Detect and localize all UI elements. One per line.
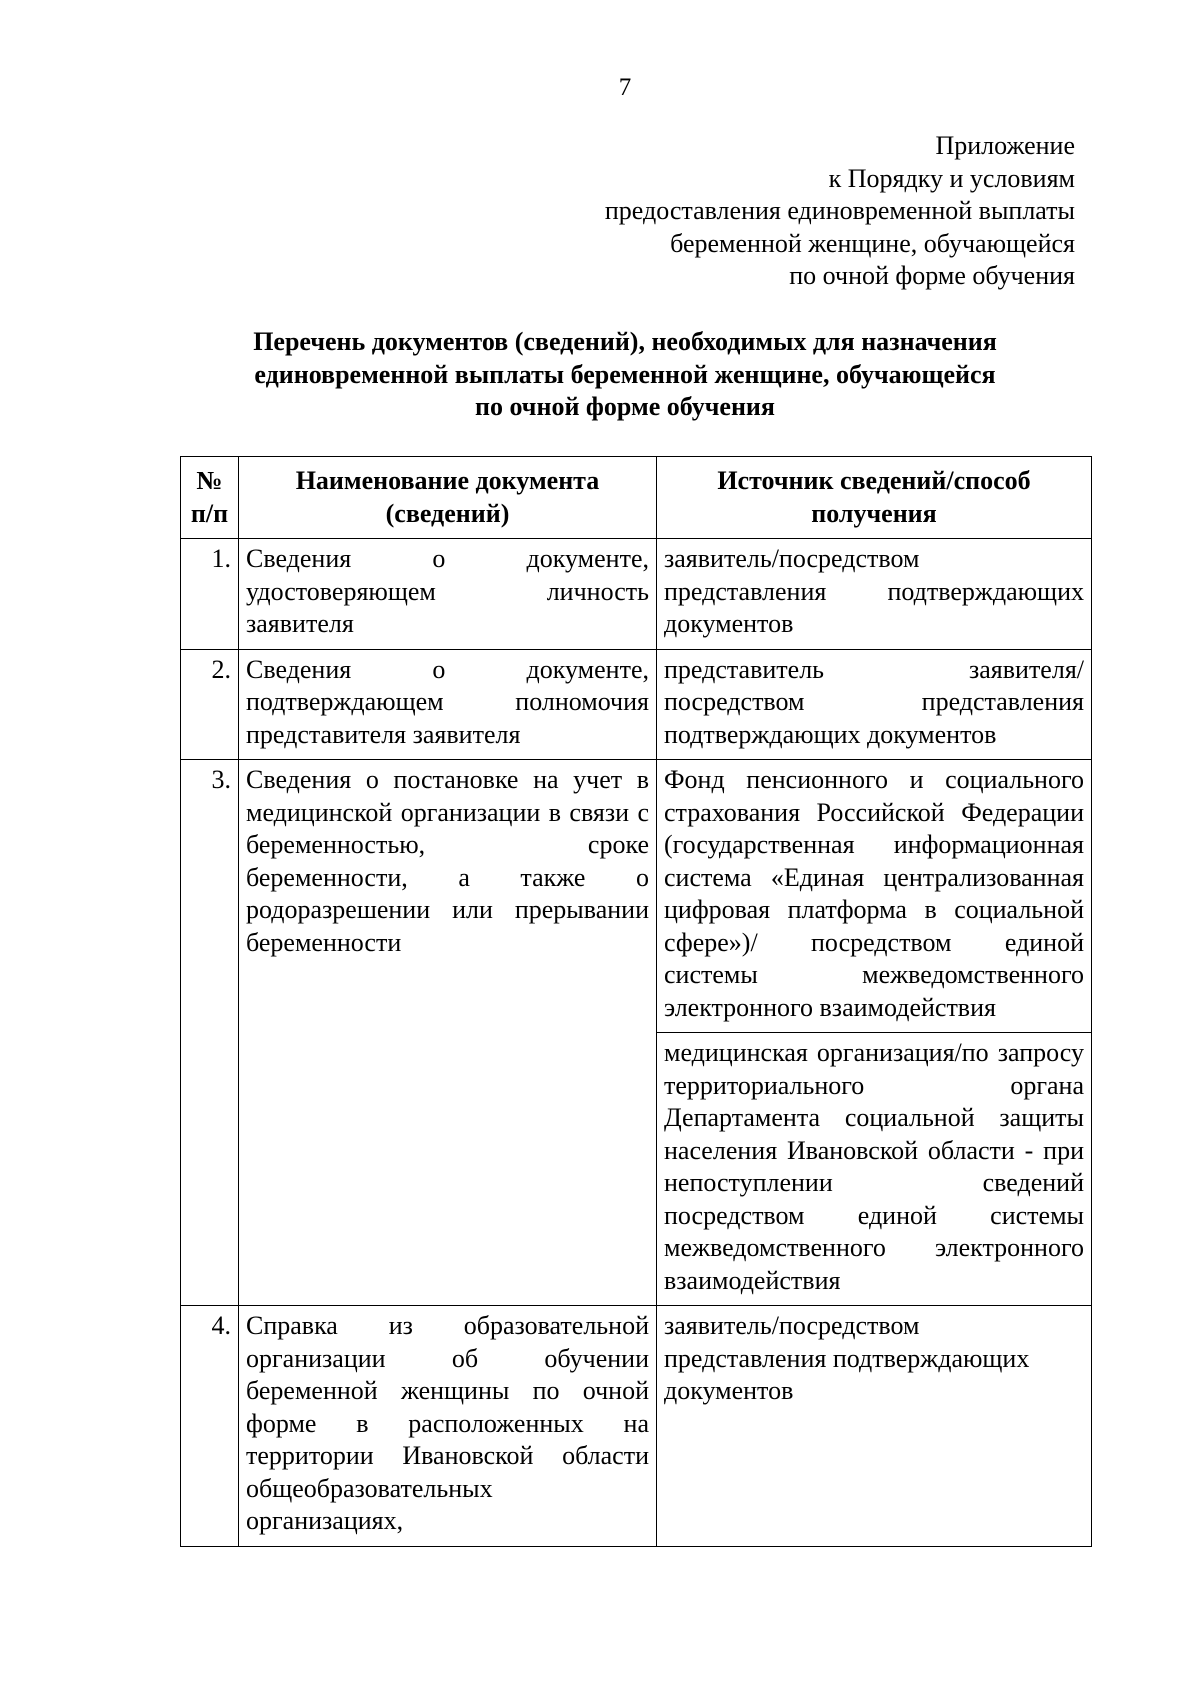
- header-source: Источник сведений/способ получения: [657, 457, 1092, 539]
- header-name: Наименование документа (сведений): [239, 457, 657, 539]
- row-name: Сведения о постановке на учет в медицинской организации в связи с беременностью, сроке беременности, а также о родоразрешении или прерывании беременности: [239, 760, 657, 1306]
- title-line: Перечень документов (сведений), необходимых для назначения: [253, 327, 997, 356]
- row-num: 3.: [181, 760, 239, 1306]
- appendix-block: [605, 130, 1075, 293]
- appendix-line: предоставления единовременной выплаты: [604, 196, 1075, 225]
- table-header-row: [181, 457, 1092, 539]
- table-row: [181, 539, 1092, 650]
- row-source: медицинская организация/по запросу территориального органа Департамента социальной защиты населения Ивановской области - при непоступлении сведений посредством единой системы межведомственного электронного взаимодействия: [657, 1033, 1092, 1306]
- row-num: 1.: [181, 539, 239, 650]
- document-title: [180, 326, 1070, 424]
- row-source: заявитель/посредством представления подтверждающих документов: [657, 539, 1092, 650]
- row-name: Сведения о документе, удостоверяющем личность заявителя: [239, 539, 657, 650]
- title-line: единовременной выплаты беременной женщине, обучающейся: [254, 359, 996, 389]
- row-source: представитель заявителя/ посредством представления подтверждающих документов: [657, 649, 1092, 760]
- documents-table: [180, 456, 1092, 1547]
- appendix-line: по очной форме обучения: [789, 261, 1075, 290]
- appendix-line: беременной женщине, обучающейся: [670, 228, 1075, 258]
- table-row: [181, 649, 1092, 760]
- row-source: Фонд пенсионного и социального страхования Российской Федерации (государственная информационная система «Единая централизованная цифровая платформа в социальной сфере»)/ посредством единой системы межведомственного электронного взаимодействия: [657, 760, 1092, 1033]
- row-source: заявитель/посредством представления подтверждающих документов: [657, 1306, 1092, 1547]
- table-row: [181, 760, 1092, 1033]
- page-number: 7: [618, 74, 632, 101]
- row-num: 4.: [181, 1306, 239, 1547]
- title-line: по очной форме обучения: [475, 392, 775, 421]
- row-name: Справка из образовательной организации об обучении беременной женщины по очной форме в расположенных на территории Ивановской области общеобразовательных организациях,: [239, 1306, 657, 1547]
- table-row: [181, 1306, 1092, 1547]
- row-num: 2.: [181, 649, 239, 760]
- header-num: № п/п: [181, 457, 239, 539]
- appendix-line: Приложение: [935, 131, 1075, 160]
- row-name: Сведения о документе, подтверждающем полномочия представителя заявителя: [239, 649, 657, 760]
- appendix-line: к Порядку и условиям: [828, 163, 1075, 193]
